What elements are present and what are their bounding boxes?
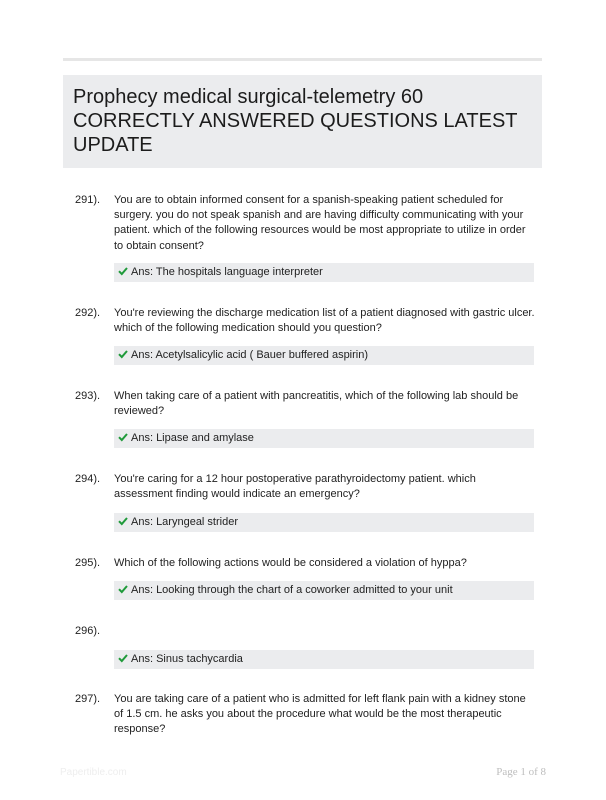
answer-box — [114, 581, 534, 600]
answer-text: Ans: Acetylsalicylic acid ( Bauer buffered aspirin) — [131, 349, 369, 361]
check-icon — [118, 349, 128, 359]
answer-text: Ans: The hospitals language interpreter — [131, 266, 323, 278]
question-number: 293). — [75, 390, 101, 402]
check-icon — [118, 516, 128, 526]
question-number: 292). — [75, 307, 101, 319]
question-text: Which of the following actions would be considered a violation of hyppa? — [114, 557, 467, 569]
answer-box — [114, 346, 534, 365]
answer-text: Ans: Laryngeal strider — [131, 516, 238, 528]
question-text: When taking care of a patient with pancreatitis, which of the following lab should be reviewed? — [114, 390, 519, 418]
question-text: You're reviewing the discharge medication list of a patient diagnosed with gastric ulcer. which of the following medication should you question? — [114, 307, 535, 335]
check-icon — [118, 653, 128, 663]
answer-box — [114, 263, 534, 282]
question-text: You're caring for a 12 hour postoperative parathyroidectomy patient. which assessment finding would indicate an emergency? — [114, 473, 476, 501]
answer-text: Ans: Lipase and amylase — [131, 432, 254, 444]
document-title: Prophecy medical surgical-telemetry 60 CORRECTLY ANSWERED QUESTIONS LATEST UPDATE — [73, 86, 518, 156]
document-title-box — [63, 75, 542, 168]
answer-box — [114, 513, 534, 532]
footer-watermark: Papertible.com — [60, 767, 127, 778]
question-text: You are taking care of a patient who is admitted for left flank pain with a kidney stone of 1.5 cm. he asks you about the procedure what would be the most therapeutic response? — [114, 693, 526, 736]
answer-text: Ans: Looking through the chart of a coworker admitted to your unit — [131, 584, 453, 596]
page-number: Page 1 of 8 — [496, 766, 546, 778]
question-number: 297). — [75, 693, 101, 705]
question-text: You are to obtain informed consent for a spanish-speaking patient scheduled for surgery. you do not speak spanish and are having difficulty communicating with your patient. which of the following resources would be most appropriate to utilize in order to obtain consent? — [114, 194, 526, 252]
answer-box — [114, 650, 534, 669]
top-divider — [63, 58, 542, 61]
answer-box — [114, 429, 534, 448]
question-number: 291). — [75, 194, 101, 206]
question-number: 295). — [75, 557, 101, 569]
check-icon — [118, 266, 128, 276]
check-icon — [118, 584, 128, 594]
answer-text: Ans: Sinus tachycardia — [131, 653, 243, 665]
question-number: 296). — [75, 625, 101, 637]
check-icon — [118, 432, 128, 442]
question-number: 294). — [75, 473, 101, 485]
